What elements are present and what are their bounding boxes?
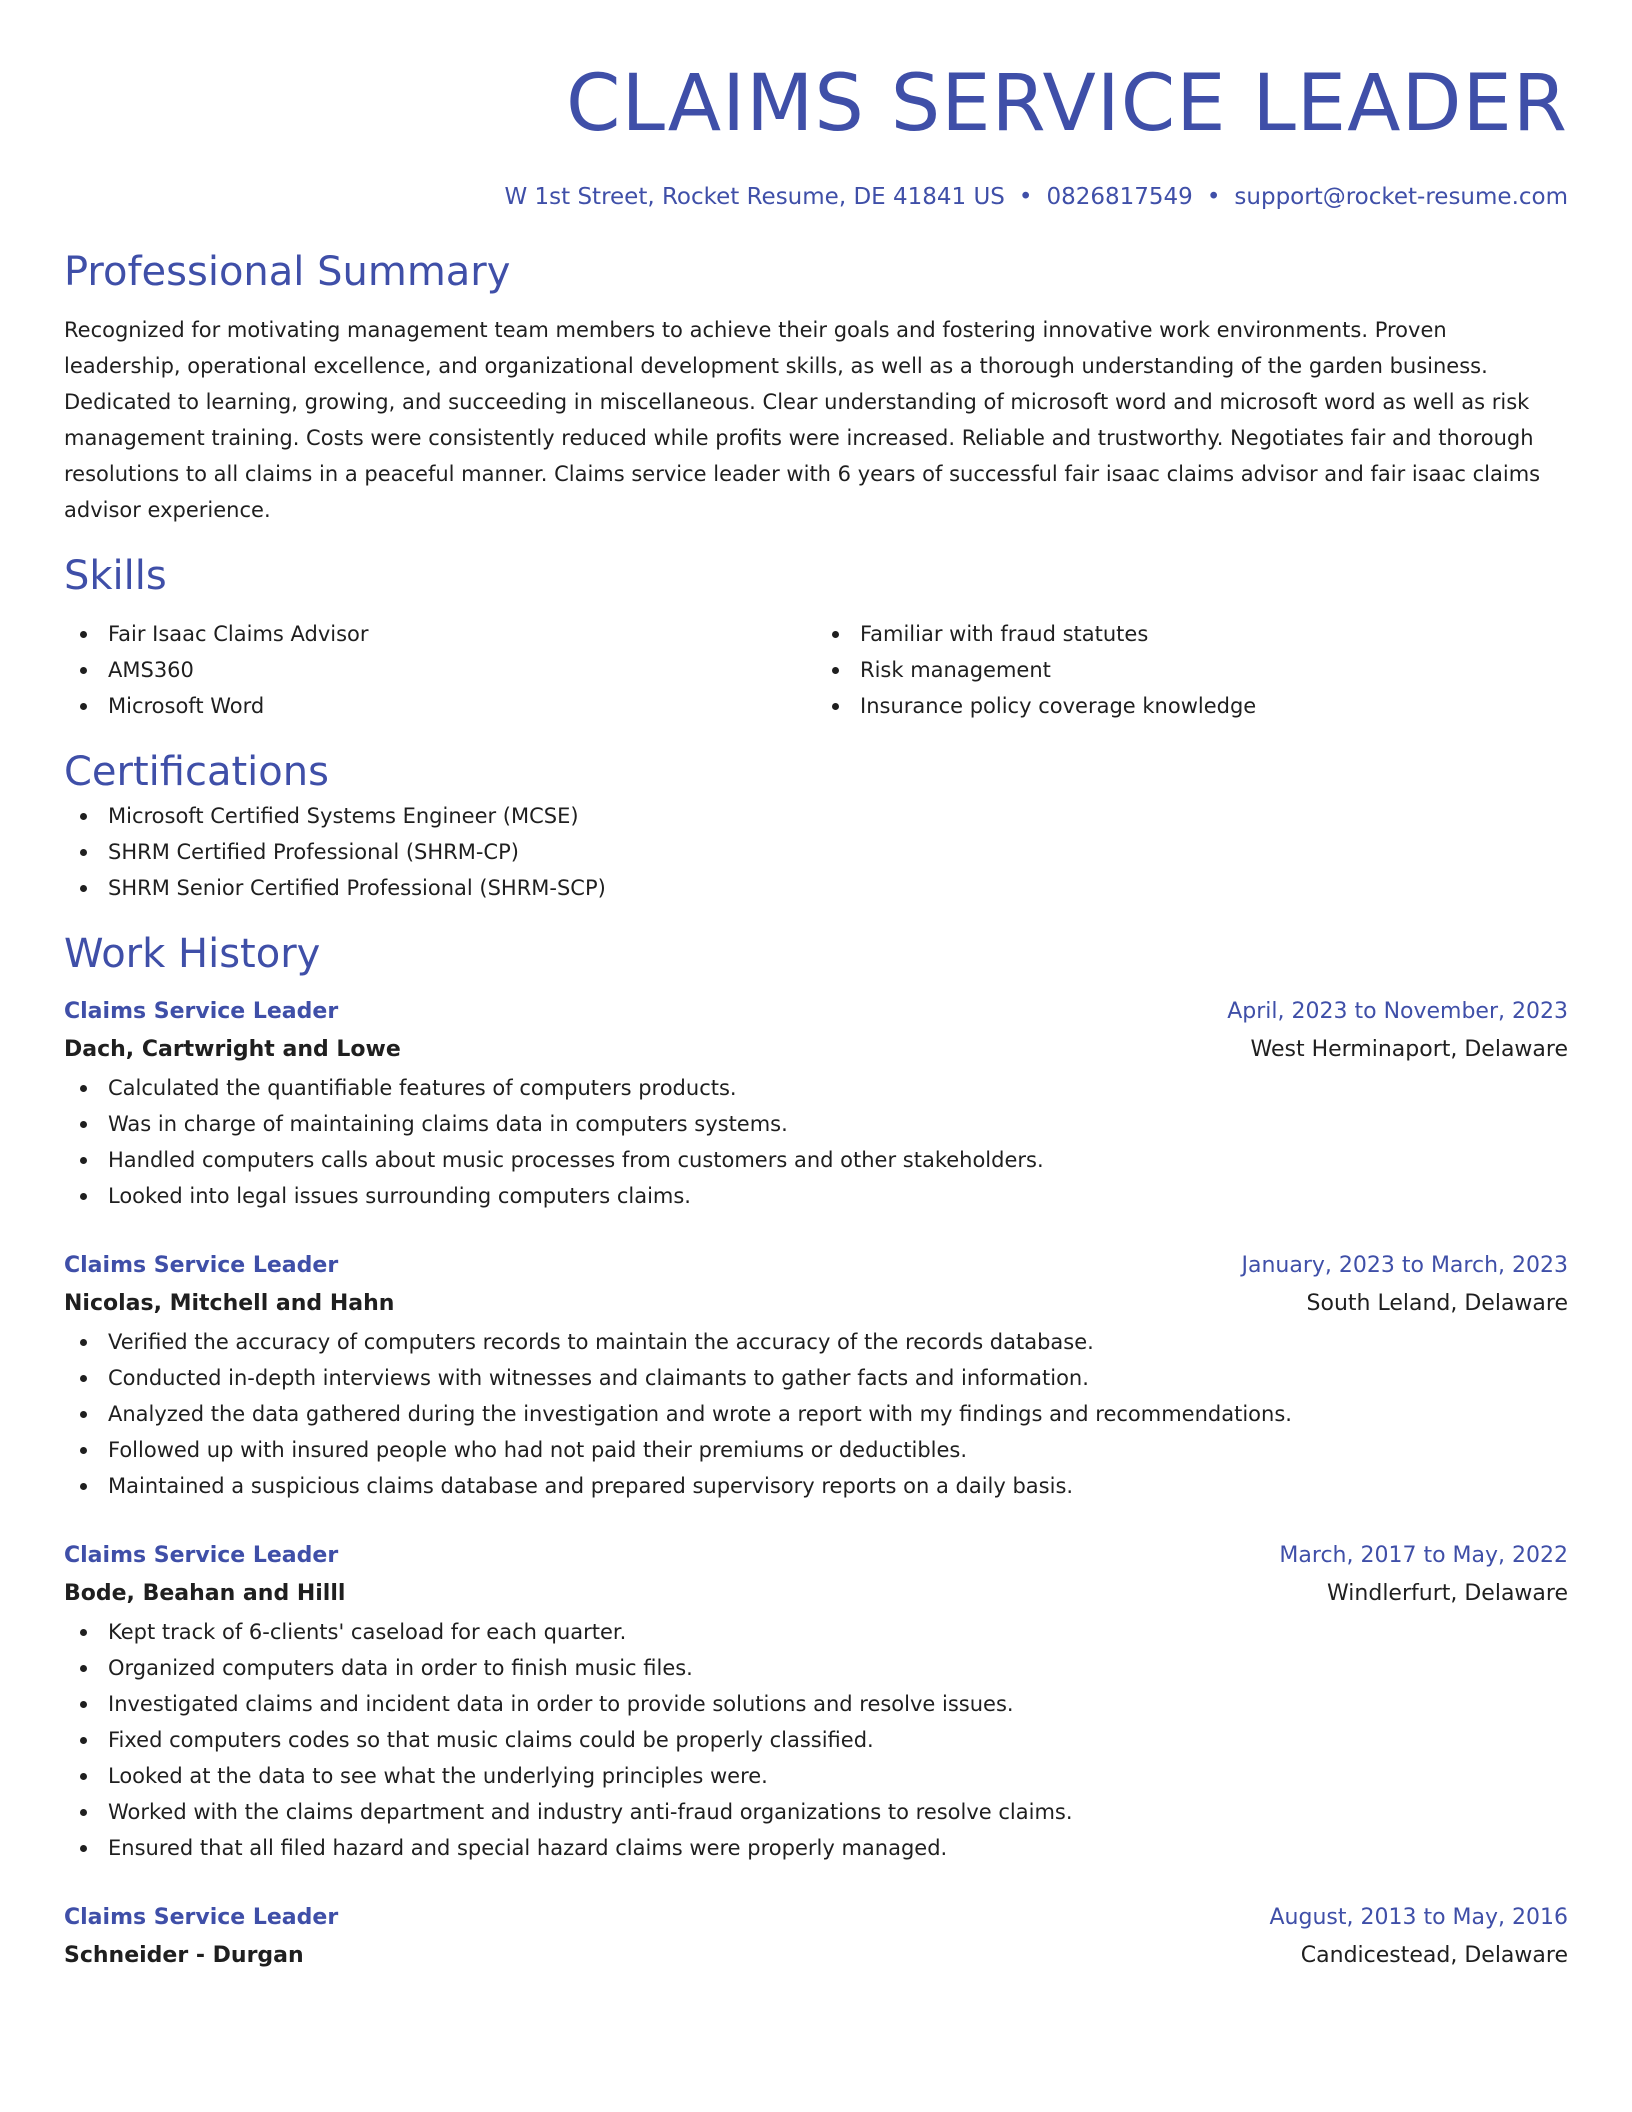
job-location: Candicestead, Delaware — [1300, 1943, 1568, 1968]
skill-item: Risk management — [816, 652, 1568, 688]
certifications-list — [64, 798, 1568, 906]
job-duty-item: Followed up with insured people who had not paid their premiums or deductibles. — [64, 1432, 1568, 1468]
job-entry — [64, 1538, 1568, 1866]
skill-item: AMS360 — [64, 652, 816, 688]
job-company: Schneider - Durgan — [64, 1943, 304, 1968]
job-title: Claims Service Leader — [64, 1543, 339, 1568]
skill-item: Fair Isaac Claims Advisor — [64, 616, 816, 652]
summary-text: Recognized for motivating management team members to achieve their goals and fostering innovative work environments. Proven leadership, operational excellence, and organizational development skills, as well as a thorough understanding of the garden business. Dedicated to learning, growing, and succeeding in miscellaneous. Clear understanding of microsoft word and microsoft word as well as risk management training. Costs were consistently reduced while profits were increased. Reliable and trustworthy. Negotiates fair and thorough resolutions to all claims in a peaceful manner. Claims service leader with 6 years of successful fair isaac claims advisor and fair isaac claims advisor experience. — [64, 318, 1541, 522]
work-history-heading: Work History — [64, 931, 321, 977]
job-duty-item: Handled computers calls about music processes from customers and other stakeholders. — [64, 1142, 1568, 1178]
job-duties — [64, 1324, 1568, 1504]
job-duty-item: Worked with the claims department and industry anti-fraud organizations to resolve claims. — [64, 1794, 1568, 1830]
resume-name: CLAIMS SERVICE LEADER — [566, 59, 1568, 149]
skills-column-right — [816, 616, 1568, 724]
job-duty-item: Analyzed the data gathered during the investigation and wrote a report with my findings and recommendations. — [64, 1396, 1568, 1432]
job-title: Claims Service Leader — [64, 999, 339, 1024]
skill-item: Familiar with fraud statutes — [816, 616, 1568, 652]
job-title: Claims Service Leader — [64, 1905, 339, 1930]
job-company: Bode, Beahan and Hilll — [64, 1581, 346, 1606]
job-duty-item: Verified the accuracy of computers records to maintain the accuracy of the records database. — [64, 1324, 1568, 1360]
job-duty-item: Fixed computers codes so that music claims could be properly classified. — [64, 1722, 1568, 1758]
contact-address: W 1st Street, Rocket Resume, DE 41841 US — [504, 184, 1005, 210]
certification-item: Microsoft Certified Systems Engineer (MCSE) — [64, 798, 1568, 834]
skills-list — [64, 616, 1568, 724]
contact-separator: • — [1206, 184, 1221, 210]
certification-item: SHRM Senior Certified Professional (SHRM-SCP) — [64, 870, 1568, 906]
job-entry — [64, 1900, 1568, 1976]
job-dates: April, 2023 to November, 2023 — [1227, 999, 1568, 1024]
contact-line — [64, 182, 1568, 212]
job-location: West Herminaport, Delaware — [1250, 1037, 1568, 1062]
job-duties — [64, 1614, 1568, 1866]
job-title: Claims Service Leader — [64, 1253, 339, 1278]
job-entry — [64, 994, 1568, 1214]
job-duty-item: Kept track of 6-clients' caseload for each quarter. — [64, 1614, 1568, 1650]
job-company: Dach, Cartwright and Lowe — [64, 1037, 401, 1062]
certifications-heading: Certifications — [64, 749, 329, 795]
job-location: Windlerfurt, Delaware — [1327, 1581, 1568, 1606]
job-dates: January, 2023 to March, 2023 — [1241, 1253, 1568, 1278]
contact-separator: • — [1018, 184, 1033, 210]
skills-column-left — [64, 616, 816, 724]
job-duties — [64, 1070, 1568, 1214]
contact-phone: 0826817549 — [1046, 184, 1193, 210]
skill-item: Microsoft Word — [64, 688, 816, 724]
skill-item: Insurance policy coverage knowledge — [816, 688, 1568, 724]
summary-heading: Professional Summary — [64, 249, 511, 295]
job-duty-item: Was in charge of maintaining claims data in computers systems. — [64, 1106, 1568, 1142]
job-dates: August, 2013 to May, 2016 — [1269, 1905, 1568, 1930]
job-location: South Leland, Delaware — [1306, 1291, 1568, 1316]
job-duty-item: Organized computers data in order to finish music files. — [64, 1650, 1568, 1686]
job-duty-item: Conducted in-depth interviews with witnesses and claimants to gather facts and information. — [64, 1360, 1568, 1396]
job-entry — [64, 1248, 1568, 1504]
job-duty-item: Investigated claims and incident data in order to provide solutions and resolve issues. — [64, 1686, 1568, 1722]
job-duty-item: Calculated the quantifiable features of computers products. — [64, 1070, 1568, 1106]
job-duty-item: Looked into legal issues surrounding computers claims. — [64, 1178, 1568, 1214]
job-dates: March, 2017 to May, 2022 — [1279, 1543, 1568, 1568]
job-duty-item: Maintained a suspicious claims database and prepared supervisory reports on a daily basis. — [64, 1468, 1568, 1504]
job-company: Nicolas, Mitchell and Hahn — [64, 1291, 395, 1316]
certification-item: SHRM Certified Professional (SHRM-CP) — [64, 834, 1568, 870]
contact-email: support@rocket-resume.com — [1234, 184, 1568, 210]
job-duty-item: Looked at the data to see what the underlying principles were. — [64, 1758, 1568, 1794]
job-duty-item: Ensured that all filed hazard and special hazard claims were properly managed. — [64, 1830, 1568, 1866]
skills-heading: Skills — [64, 553, 167, 599]
